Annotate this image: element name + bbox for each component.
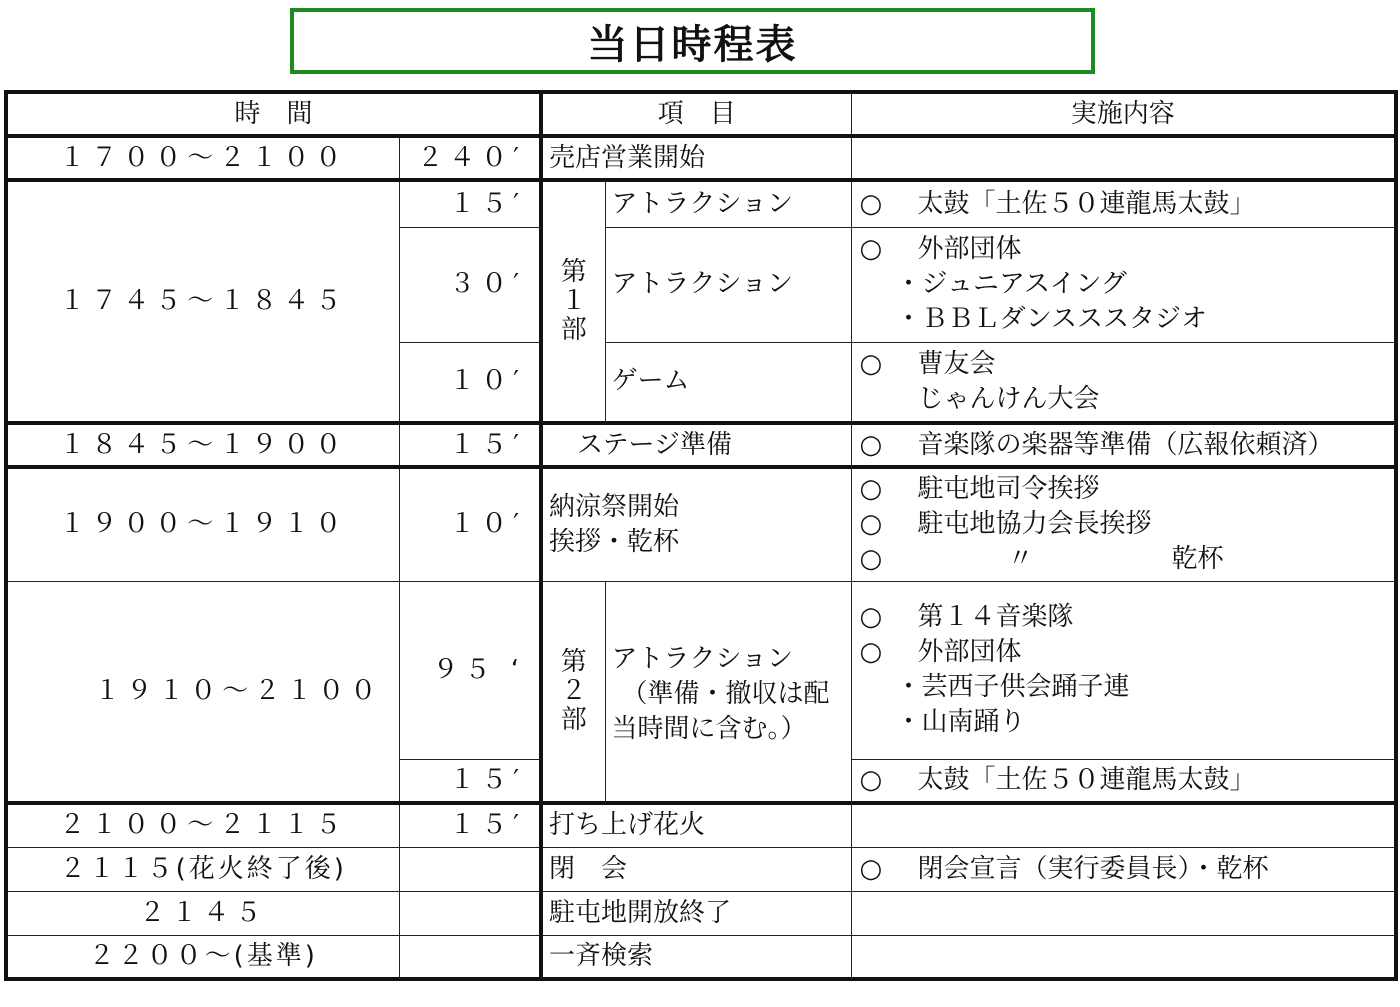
duration-cell: １０′ <box>399 342 541 423</box>
time-cell: ２１００～２１１５ <box>6 803 399 847</box>
circle-mark: ○ <box>859 764 883 795</box>
table-row <box>6 180 1396 227</box>
title-box <box>290 8 1095 74</box>
schedule-table <box>4 90 1398 981</box>
content-cell <box>851 803 1396 847</box>
item-cell: 一斉検索 <box>541 935 851 979</box>
item-cell: 納涼祭開始 挨拶・乾杯 <box>541 467 851 581</box>
content-cell: ○ 音楽隊の楽器等準備（広報依頼済） <box>851 423 1396 467</box>
duration-cell: ３０′ <box>399 227 541 342</box>
header-time: 時 間 <box>6 92 541 136</box>
item-cell: アトラクション <box>605 227 851 342</box>
circle-mark: ○ <box>859 637 883 667</box>
table-row <box>6 136 1396 180</box>
circle-mark: ○ <box>859 509 883 540</box>
item-cell: ゲーム <box>605 342 851 423</box>
header-content: 実施内容 <box>851 92 1396 136</box>
duration-cell: １５′ <box>399 759 541 803</box>
circle-mark: ○ <box>859 234 883 264</box>
circle-mark: ○ <box>859 602 883 632</box>
item-cell: 打ち上げ花火 <box>541 803 851 847</box>
time-cell: ２２００～(基準) <box>6 935 399 979</box>
page-title: 当日時程表 <box>587 21 798 68</box>
table-row <box>6 847 1396 891</box>
circle-mark: ○ <box>859 188 883 219</box>
part-label-2: 第 ２ 部 <box>541 581 605 803</box>
table-row <box>6 803 1396 847</box>
circle-mark: ○ <box>859 474 883 505</box>
table-row <box>6 581 1396 759</box>
header-row <box>6 92 1396 136</box>
duration-cell: ９５ ‘ <box>399 581 541 759</box>
content-cell <box>851 136 1396 180</box>
table-row <box>6 423 1396 467</box>
content-cell: ○ 外部団体 ・ジュニアスイング ・ＢＢＬダンスススタジオ <box>851 227 1396 342</box>
content-cell: ○ 太鼓「土佐５０連龍馬太鼓」 <box>851 759 1396 803</box>
time-cell: １７００～２１００ <box>6 136 399 180</box>
content-cell <box>851 935 1396 979</box>
duration-cell <box>399 891 541 935</box>
duration-cell: １５′ <box>399 423 541 467</box>
item-cell: アトラクション （準備・撤収は配 当時間に含む。） <box>605 581 851 803</box>
circle-mark: ○ <box>859 348 883 379</box>
table-row <box>6 891 1396 935</box>
time-cell: １９１０～２１００ <box>6 581 399 803</box>
item-cell: 駐屯地開放終了 <box>541 891 851 935</box>
time-cell: １９００～１９１０ <box>6 467 399 581</box>
circle-mark: ○ <box>859 853 883 884</box>
table-row <box>6 467 1396 581</box>
item-cell: 売店営業開始 <box>541 136 851 180</box>
time-cell: １７４５～１８４５ <box>6 180 399 423</box>
circle-mark: ○ <box>859 429 883 460</box>
duration-cell: ２４０′ <box>399 136 541 180</box>
duration-cell: １０′ <box>399 467 541 581</box>
item-cell: アトラクション <box>605 180 851 227</box>
item-cell: ステージ準備 <box>541 423 851 467</box>
header-item: 項 目 <box>541 92 851 136</box>
time-cell: １８４５～１９００ <box>6 423 399 467</box>
circle-mark: ○ <box>859 544 883 575</box>
part-label-1: 第 １ 部 <box>541 180 605 423</box>
table-row <box>6 935 1396 979</box>
content-cell: ○ 閉会宣言（実行委員長）・乾杯 <box>851 847 1396 891</box>
item-cell: 閉 会 <box>541 847 851 891</box>
time-cell: ２１１５(花火終了後) <box>6 847 399 891</box>
duration-cell: １５′ <box>399 180 541 227</box>
duration-cell: １５′ <box>399 803 541 847</box>
duration-cell <box>399 935 541 979</box>
content-cell: ○ 太鼓「土佐５０連龍馬太鼓」 <box>851 180 1396 227</box>
duration-cell <box>399 847 541 891</box>
content-cell: ○ 第１４音楽隊 ○ 外部団体 ・芸西子供会踊子連 ・山南踊り <box>851 581 1396 759</box>
content-cell <box>851 891 1396 935</box>
ditto-mark: 〃 <box>1007 544 1034 575</box>
content-cell: ○ 駐屯地司令挨拶 ○ 駐屯地協力会長挨拶 ○ 〃 乾杯 <box>851 467 1396 581</box>
content-cell: ○ 曹友会 じゃんけん大会 <box>851 342 1396 423</box>
time-cell: ２１４５ <box>6 891 399 935</box>
